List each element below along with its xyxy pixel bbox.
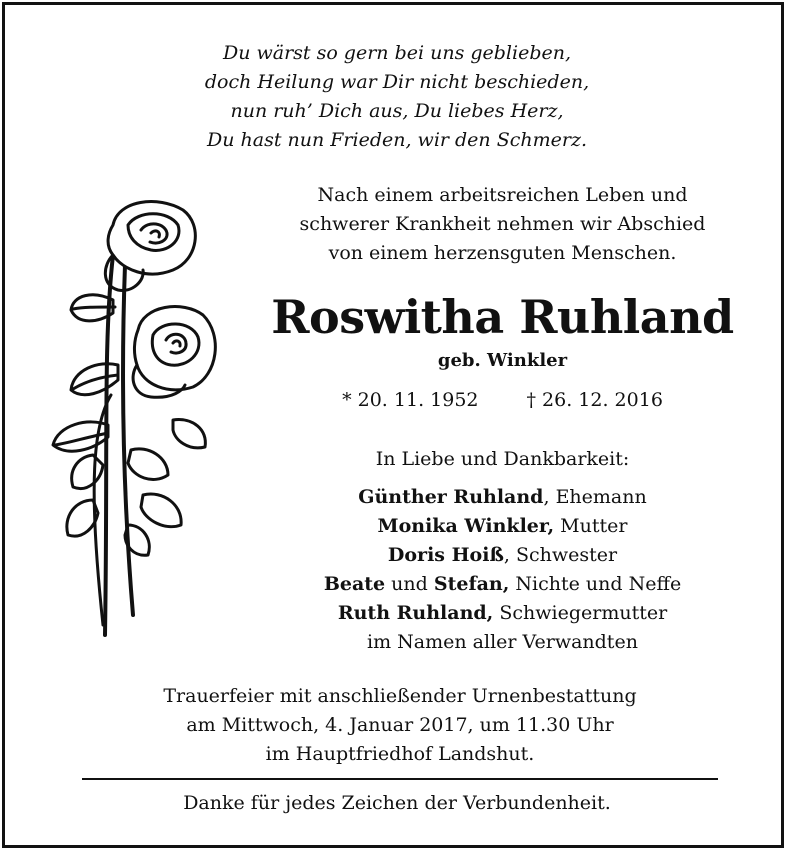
service-line: am Mittwoch, 4. Januar 2017, um 11.30 Uhr [186, 714, 614, 736]
service-line: Trauerfeier mit anschließender Urnenbestattung [163, 685, 637, 707]
family-member [255, 512, 750, 541]
divider-line [82, 778, 718, 780]
family-member-name: Ruth Ruhland, [337, 602, 494, 624]
family-member [255, 483, 750, 512]
family-member-name: Günther Ruhland [358, 486, 544, 508]
family-member-connector: und [385, 573, 434, 595]
maiden-name: geb. Winkler [437, 350, 568, 371]
birth-date: * 20. 11. 1952 [342, 389, 479, 411]
thanks-title: In Liebe und Dankbarkeit: [375, 448, 630, 470]
family-member [255, 599, 750, 628]
family-member-relation: Mutter [554, 515, 628, 537]
poem-line: Du hast nun Frieden, wir den Schmerz. [207, 129, 587, 151]
family-member-relation: Schwiegermutter [493, 602, 668, 624]
intro-text [255, 181, 750, 268]
family-member-name: Doris Hoiß [387, 544, 504, 566]
family-member-relation: Nichte und Neffe [509, 573, 682, 595]
service-line: im Hauptfriedhof Landshut. [265, 743, 535, 765]
family-member-relation: , Schwester [503, 544, 618, 566]
family-member-name: Monika Winkler, [377, 515, 555, 537]
family-member-relation: , Ehemann [543, 486, 647, 508]
life-dates [255, 386, 750, 414]
intro-line: schwerer Krankheit nehmen wir Abschied [299, 213, 706, 235]
poem-line: Du wärst so gern bei uns geblieben, [222, 42, 572, 64]
intro-line: Nach einem arbeitsreichen Leben und [317, 184, 688, 206]
family-closing: im Namen aller Verwandten [367, 631, 638, 653]
poem [5, 39, 789, 155]
family-member [255, 541, 750, 570]
family-member-name: Stefan, [433, 573, 510, 595]
death-date: † 26. 12. 2016 [526, 389, 663, 411]
intro-line: von einem herzensguten Menschen. [328, 242, 677, 264]
deceased-name: Roswitha Ruhland [271, 290, 734, 344]
service-info [105, 682, 695, 769]
obituary-frame [2, 2, 784, 848]
closing-text: Danke für jedes Zeichen der Verbundenheit. [183, 792, 611, 814]
poem-line: nun ruh’ Dich aus, Du liebes Herz, [230, 100, 564, 122]
family-member [255, 570, 750, 599]
family-member-name: Beate [323, 573, 386, 595]
rose-icon [33, 195, 233, 645]
family-list [255, 483, 750, 657]
poem-line: doch Heilung war Dir nicht beschieden, [204, 71, 590, 93]
